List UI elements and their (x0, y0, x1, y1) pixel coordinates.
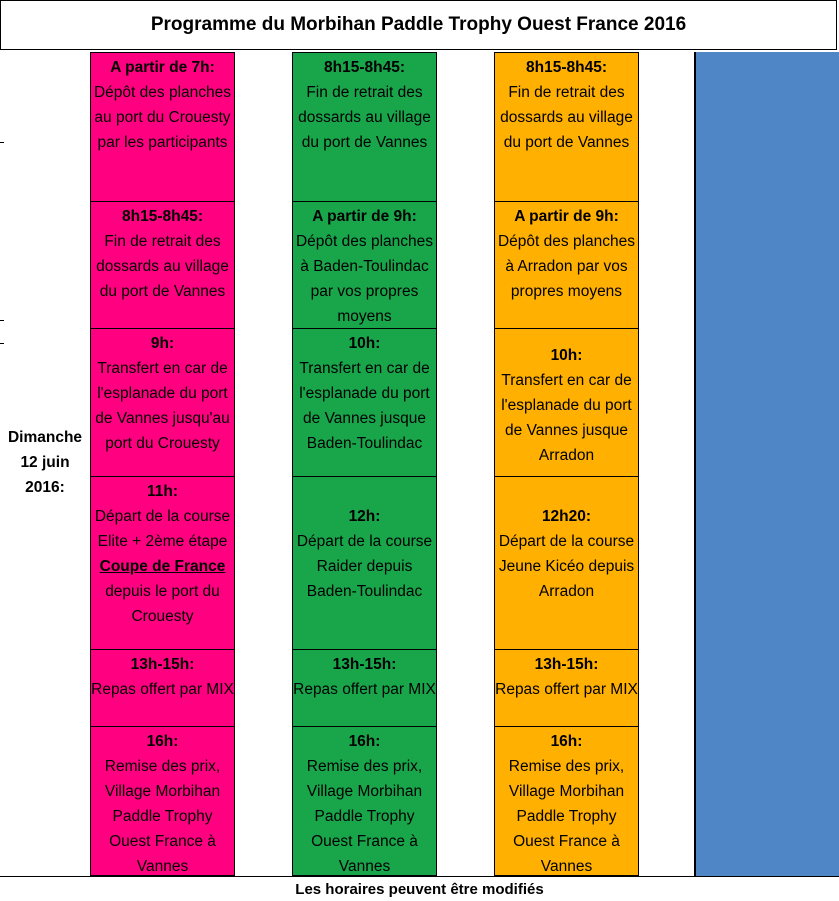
row-tick (0, 320, 4, 321)
schedule-cell (292, 201, 437, 329)
schedule-cell (494, 649, 639, 727)
cell-time: 8h15-8h45: (526, 59, 607, 76)
cell-description: Transfert en car de l'esplanade du port de Vannes jusque Baden-Toulindac (299, 360, 430, 452)
cell-time: A partir de 9h: (514, 208, 619, 225)
schedule-cell (292, 726, 437, 876)
cell-description: Fin de retrait des dossards au village du port de Vannes (96, 233, 229, 300)
cell-description: Remise des prix, Village Morbihan Paddle Trophy Ouest France à Vannes (306, 758, 423, 875)
schedule-cell (494, 726, 639, 876)
cell-time: 16h: (348, 733, 381, 750)
cell-description: Remise des prix, Village Morbihan Paddle Trophy Ouest France à Vannes (508, 758, 625, 875)
cell-time: 10h: (348, 335, 381, 352)
cell-description: Départ de la course Elite + 2ème étape (94, 508, 231, 550)
footer-note: Les horaires peuvent être modifiés (0, 876, 839, 901)
day-label-line3: 2016: (25, 478, 65, 496)
cell-highlight: Coupe de France (99, 558, 226, 575)
cell-description: Transfert en car de l'esplanade du port de Vannes jusqu'au port du Crouesty (95, 360, 230, 452)
cell-time: 13h-15h: (332, 656, 397, 673)
schedule-cell (292, 476, 437, 650)
cell-description: Dépôt des planches à Baden-Toulindac par vos propres moyens (295, 233, 433, 325)
schedule-cell (90, 52, 235, 202)
day-label-line2: 12 juin (20, 453, 70, 471)
cell-description: Transfert en car de l'esplanade du port de Vannes jusque Arradon (501, 372, 632, 464)
cell-description: Dépôt des planches à Arradon par vos propres moyens (497, 233, 635, 300)
cell-time: 8h15-8h45: (122, 208, 203, 225)
schedule-cell (292, 328, 437, 477)
cell-description: Départ de la course Raider depuis Baden-Toulindac (296, 533, 433, 600)
day-label-line1: Dimanche (7, 428, 83, 446)
cell-time: 13h-15h: (534, 656, 599, 673)
blue-column (695, 52, 839, 876)
cell-description: Repas offert par MIX (495, 681, 638, 698)
schedule-cell (90, 201, 235, 329)
day-label (0, 427, 90, 497)
cell-time: 10h: (550, 347, 583, 364)
cell-description: Fin de retrait des dossards au village du port de Vannes (500, 84, 633, 151)
cell-description: Repas offert par MIX (91, 681, 234, 698)
cell-description: Départ de la course Jeune Kicéo depuis Arradon (498, 533, 635, 600)
schedule-cell (90, 476, 235, 650)
cell-time: 12h20: (541, 508, 592, 525)
cell-time: 8h15-8h45: (324, 59, 405, 76)
cell-description: Remise des prix, Village Morbihan Paddle Trophy Ouest France à Vannes (104, 758, 221, 875)
cell-time: 16h: (146, 733, 179, 750)
cell-time: 12h: (348, 508, 381, 525)
cell-description: Repas offert par MIX (293, 681, 436, 698)
schedule-cell (292, 649, 437, 727)
cell-time: A partir de 7h: (110, 59, 215, 76)
cell-time: 13h-15h: (130, 656, 195, 673)
schedule-cell (90, 649, 235, 727)
cell-time: 9h: (150, 335, 175, 352)
cell-time: 11h: (146, 483, 178, 500)
schedule-cell (494, 476, 639, 650)
schedule-cell (494, 52, 639, 202)
row-tick (0, 343, 4, 344)
cell-time: 16h: (550, 733, 583, 750)
schedule-cell (90, 328, 235, 477)
cell-description: Fin de retrait des dossards au village du port de Vannes (298, 84, 431, 151)
schedule-cell (90, 726, 235, 876)
cell-description: depuis le port du Crouesty (105, 583, 220, 625)
cell-time: A partir de 9h: (312, 208, 417, 225)
schedule-cell (494, 201, 639, 329)
schedule-cell (292, 52, 437, 202)
schedule-cell (494, 328, 639, 477)
row-tick (0, 142, 4, 143)
cell-description: Dépôt des planches au port du Crouesty par les participants (93, 84, 231, 151)
page-title: Programme du Morbihan Paddle Trophy Ouest France 2016 (0, 0, 837, 50)
